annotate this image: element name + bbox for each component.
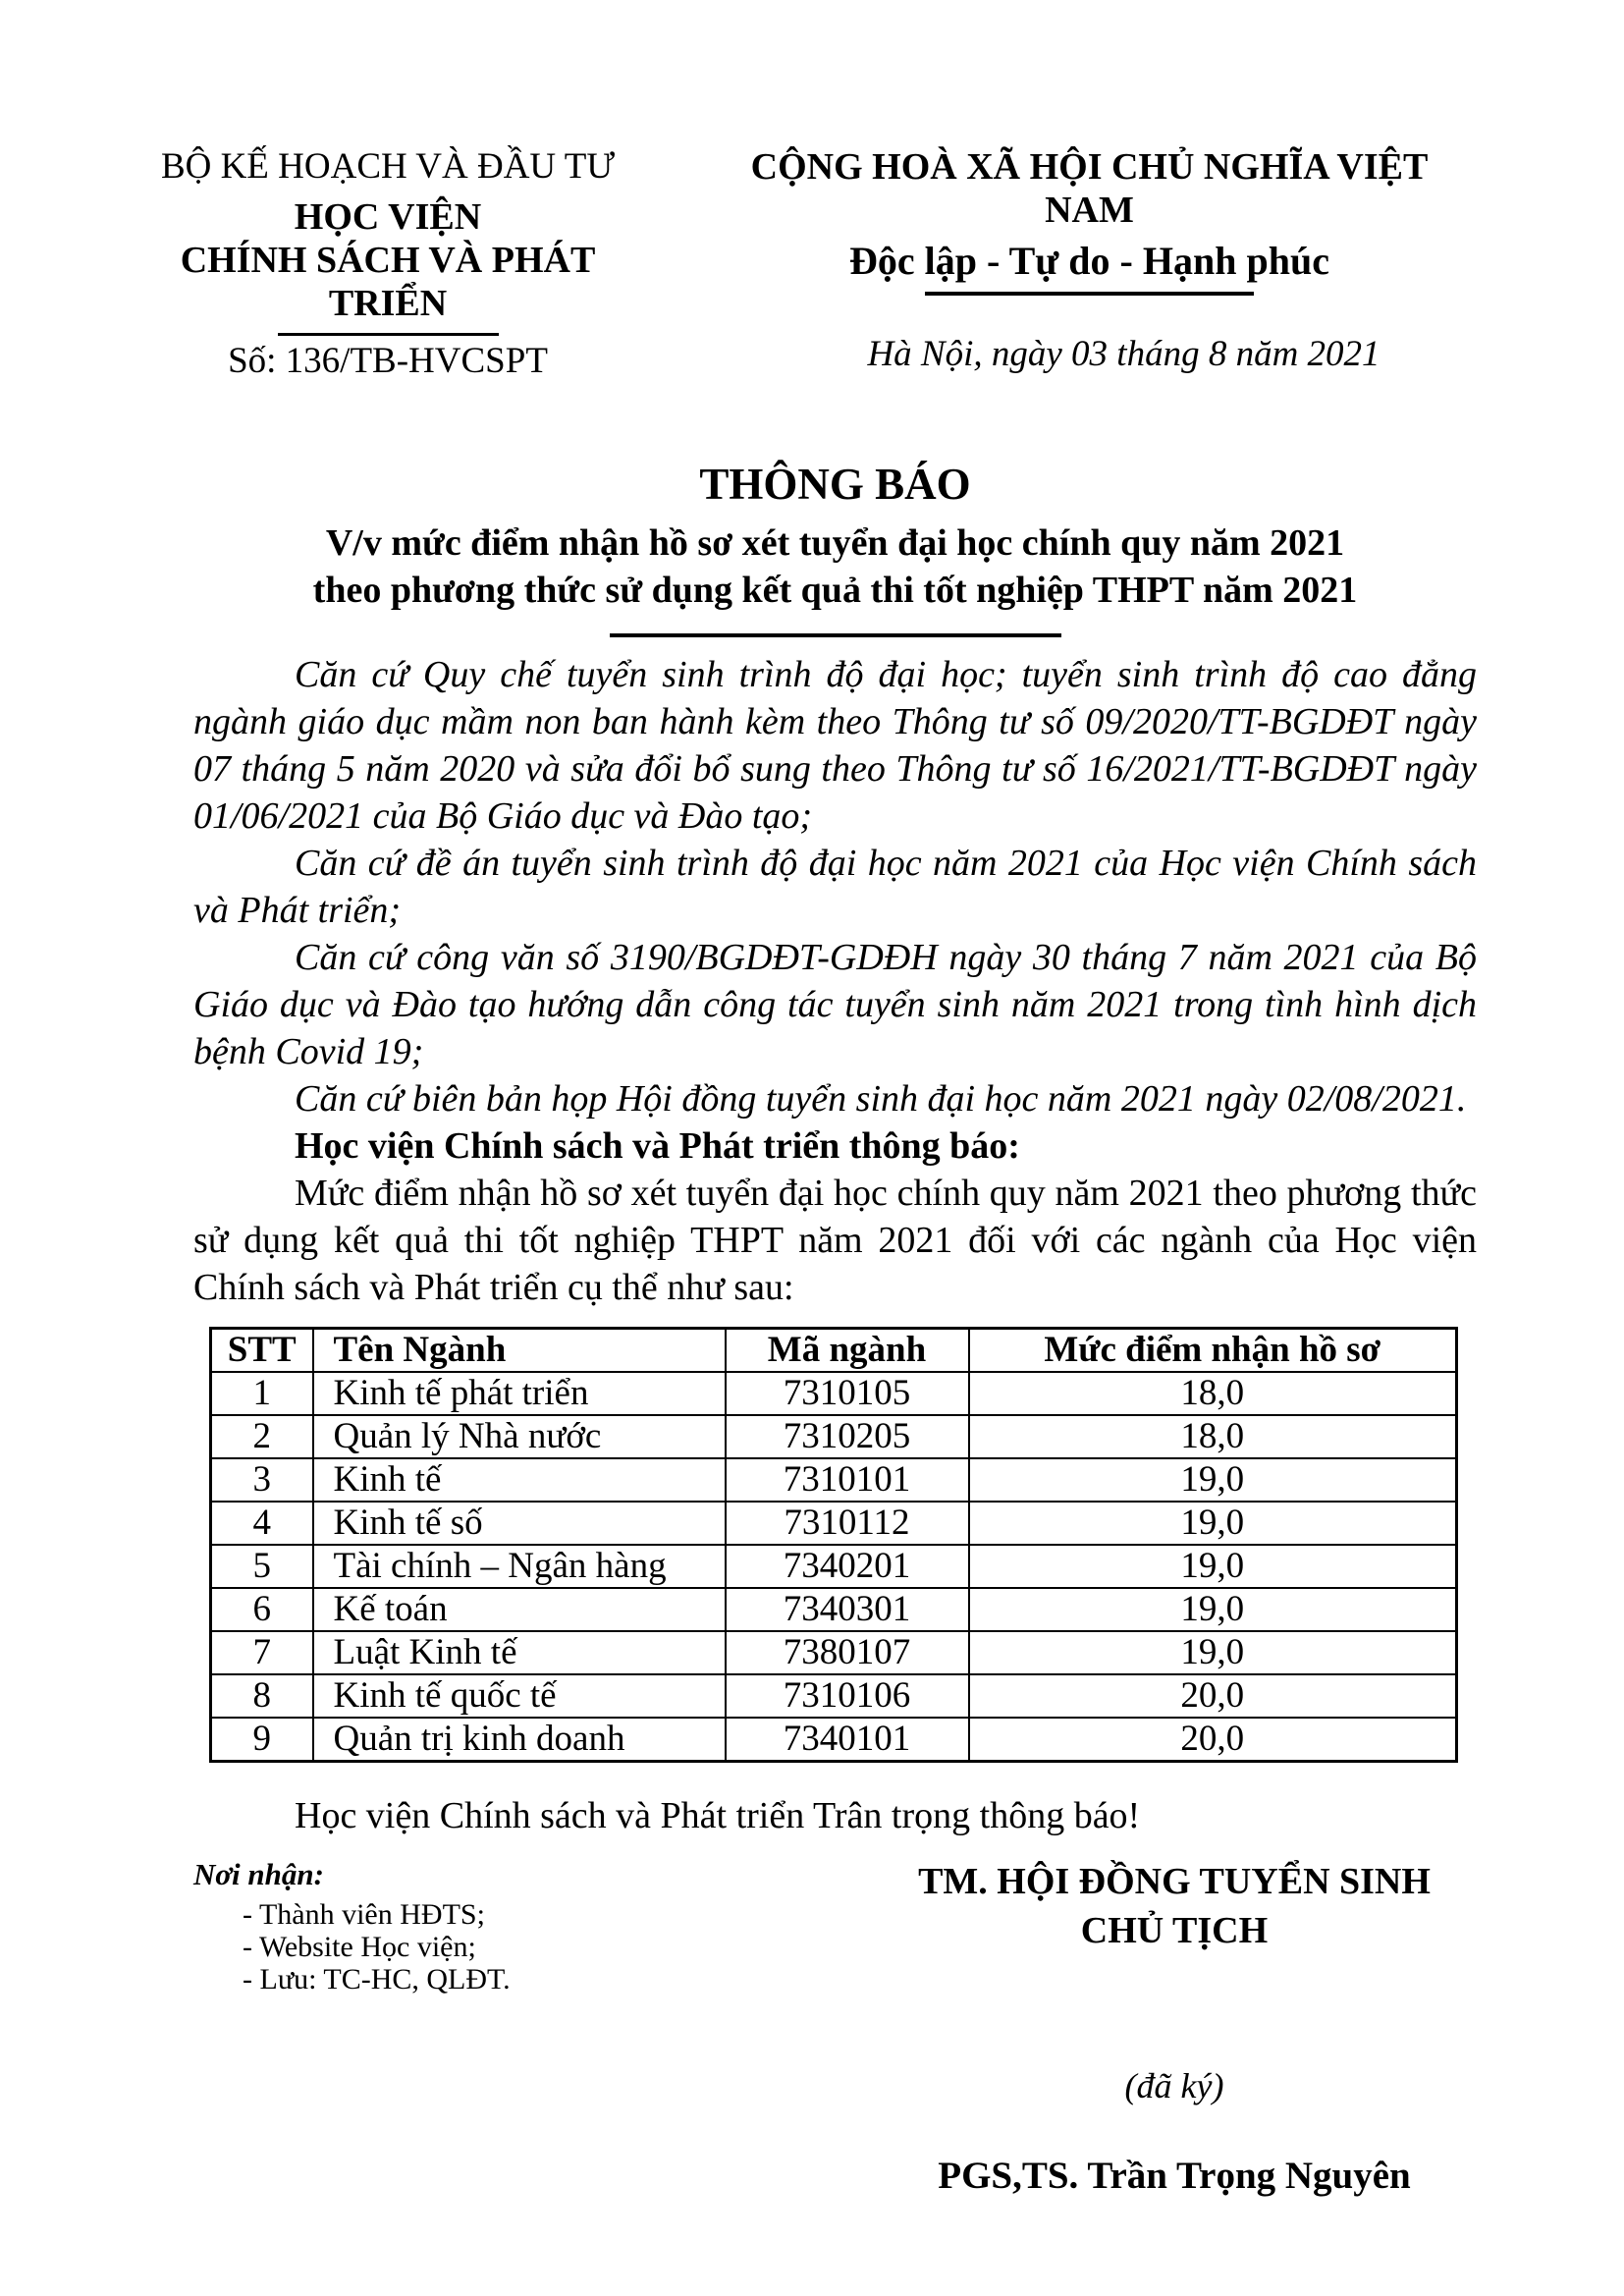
- major-code-cell: 7310112: [726, 1502, 969, 1545]
- table-row: [211, 1674, 1457, 1718]
- closing-line: Học viện Chính sách và Phát triển Trân trọng thông báo!: [295, 1795, 1141, 1836]
- signer-name: PGS,TS. Trần Trọng Nguyên: [938, 2155, 1411, 2197]
- table-row: [211, 1458, 1457, 1502]
- table-row: [211, 1545, 1457, 1588]
- recipients-items: [193, 1898, 511, 1995]
- major-name-cell: Kinh tế quốc tế: [313, 1674, 726, 1718]
- table-row: [211, 1372, 1457, 1415]
- row-number-cell: 2: [211, 1415, 313, 1458]
- score-cell: 19,0: [969, 1588, 1457, 1631]
- major-code-cell: 7380107: [726, 1631, 969, 1674]
- table-row: [211, 1718, 1457, 1762]
- place-date-line: Hà Nội, ngày 03 tháng 8 năm 2021: [867, 334, 1380, 374]
- major-code-cell: 7310205: [726, 1415, 969, 1458]
- table-header-row: [211, 1329, 1457, 1373]
- major-name-cell: Quản lý Nhà nước: [313, 1415, 726, 1458]
- signature-position: CHỦ TỊCH: [1080, 1910, 1269, 1951]
- org-underline: [278, 333, 499, 336]
- admission-score-table: [209, 1327, 1458, 1763]
- paragraph: Căn cứ biên bản họp Hội đồng tuyển sinh đại học năm 2021 ngày 02/08/2021.: [295, 1078, 1467, 1120]
- recipient-item: - Lưu: TC-HC, QLĐT.: [243, 1963, 511, 1995]
- document-number: Số: 136/TB-HVCSPT: [228, 341, 548, 381]
- major-code-cell: 7340301: [726, 1588, 969, 1631]
- column-header: STT: [211, 1329, 313, 1373]
- subtitle-line2: theo phương thức sử dụng kết quả thi tốt nghiệp THPT năm 2021: [312, 570, 1358, 611]
- table-row: [211, 1502, 1457, 1545]
- recipient-item: - Website Học viện;: [243, 1931, 476, 1963]
- signature-on-behalf: TM. HỘI ĐỒNG TUYỂN SINH: [918, 1861, 1431, 1902]
- major-name-cell: Luật Kinh tế: [313, 1631, 726, 1674]
- paragraph: Căn cứ công văn số 3190/BGDĐT-GDĐH ngày 30 tháng 7 năm 2021 của Bộ Giáo dục và Đào tạo hướng dẫn công tác tuyển sinh năm 2021 trong tình hình dịch bệnh Covid 19;: [193, 937, 1477, 1072]
- title-underline: [610, 633, 1061, 637]
- row-number-cell: 4: [211, 1502, 313, 1545]
- paragraph: Căn cứ đề án tuyển sinh trình độ đại học năm 2021 của Học viện Chính sách và Phát triển;: [193, 843, 1477, 931]
- issuing-org-block: [133, 145, 643, 382]
- document-subtitle: [193, 519, 1477, 614]
- org-name-line1: HỌC VIỆN: [294, 196, 482, 238]
- major-code-cell: 7310101: [726, 1458, 969, 1502]
- major-name-cell: Kế toán: [313, 1588, 726, 1631]
- row-number-cell: 7: [211, 1631, 313, 1674]
- table-row: [211, 1631, 1457, 1674]
- motto-underline: [925, 292, 1254, 296]
- table-row: [211, 1588, 1457, 1631]
- row-number-cell: 1: [211, 1372, 313, 1415]
- table-row: [211, 1415, 1457, 1458]
- column-header: Mã ngành: [726, 1329, 969, 1373]
- document-footer: [193, 1857, 1477, 2198]
- national-header-block: [702, 145, 1477, 375]
- major-name-cell: Kinh tế phát triển: [313, 1372, 726, 1415]
- score-cell: 19,0: [969, 1502, 1457, 1545]
- subtitle-line1: V/v mức điểm nhận hồ sơ xét tuyển đại học chính quy năm 2021: [325, 522, 1345, 564]
- row-number-cell: 5: [211, 1545, 313, 1588]
- score-cell: 18,0: [969, 1372, 1457, 1415]
- row-number-cell: 8: [211, 1674, 313, 1718]
- major-code-cell: 7310106: [726, 1674, 969, 1718]
- paragraph: Mức điểm nhận hồ sơ xét tuyển đại học chính quy năm 2021 theo phương thức sử dụng kết quả thi tốt nghiệp THPT năm 2021 đối với các ngành của Học viện Chính sách và Phát triển cụ thể như sau:: [193, 1173, 1477, 1308]
- row-number-cell: 6: [211, 1588, 313, 1631]
- score-cell: 19,0: [969, 1545, 1457, 1588]
- org-name-line2: CHÍNH SÁCH VÀ PHÁT TRIỂN: [180, 240, 596, 324]
- title-block: [193, 459, 1477, 637]
- recipients-label: Nơi nhận:: [193, 1857, 324, 1891]
- major-name-cell: Tài chính – Ngân hàng: [313, 1545, 726, 1588]
- document-header: [160, 145, 1477, 382]
- score-cell: 20,0: [969, 1718, 1457, 1762]
- score-cell: 18,0: [969, 1415, 1457, 1458]
- row-number-cell: 3: [211, 1458, 313, 1502]
- major-name-cell: Kinh tế số: [313, 1502, 726, 1545]
- major-name-cell: Kinh tế: [313, 1458, 726, 1502]
- national-motto: Độc lập - Tự do - Hạnh phúc: [849, 239, 1329, 283]
- score-cell: 19,0: [969, 1458, 1457, 1502]
- recipient-item: - Thành viên HĐTS;: [243, 1898, 485, 1931]
- score-cell: 20,0: [969, 1674, 1457, 1718]
- recipients-block: [193, 1857, 511, 2198]
- document-title: THÔNG BÁO: [699, 460, 971, 509]
- row-number-cell: 9: [211, 1718, 313, 1762]
- signed-note: (đã ký): [1124, 2066, 1224, 2105]
- signature-block: [880, 1857, 1469, 2198]
- major-name-cell: Quản trị kinh doanh: [313, 1718, 726, 1762]
- table-body: [211, 1372, 1457, 1762]
- national-title: CỘNG HOÀ XÃ HỘI CHỦ NGHĨA VIỆT NAM: [750, 146, 1429, 231]
- column-header: Tên Ngành: [313, 1329, 726, 1373]
- paragraph: Căn cứ Quy chế tuyển sinh trình độ đại học; tuyển sinh trình độ cao đẳng ngành giáo dục mầm non ban hành kèm theo Thông tư số 09/2020/TT-BGDĐT ngày 07 tháng 5 năm 2020 và sửa đổi bổ sung theo Thông tư số 16/2021/TT-BGDĐT ngày 01/06/2021 của Bộ Giáo dục và Đào tạo;: [193, 654, 1477, 837]
- ministry-name: BỘ KẾ HOẠCH VÀ ĐẦU TƯ: [160, 146, 616, 187]
- major-code-cell: 7340201: [726, 1545, 969, 1588]
- major-code-cell: 7340101: [726, 1718, 969, 1762]
- major-code-cell: 7310105: [726, 1372, 969, 1415]
- column-header: Mức điểm nhận hồ sơ: [969, 1329, 1457, 1373]
- score-cell: 19,0: [969, 1631, 1457, 1674]
- body-paragraphs: [193, 651, 1477, 1311]
- paragraph: Học viện Chính sách và Phát triển thông báo:: [295, 1125, 1020, 1167]
